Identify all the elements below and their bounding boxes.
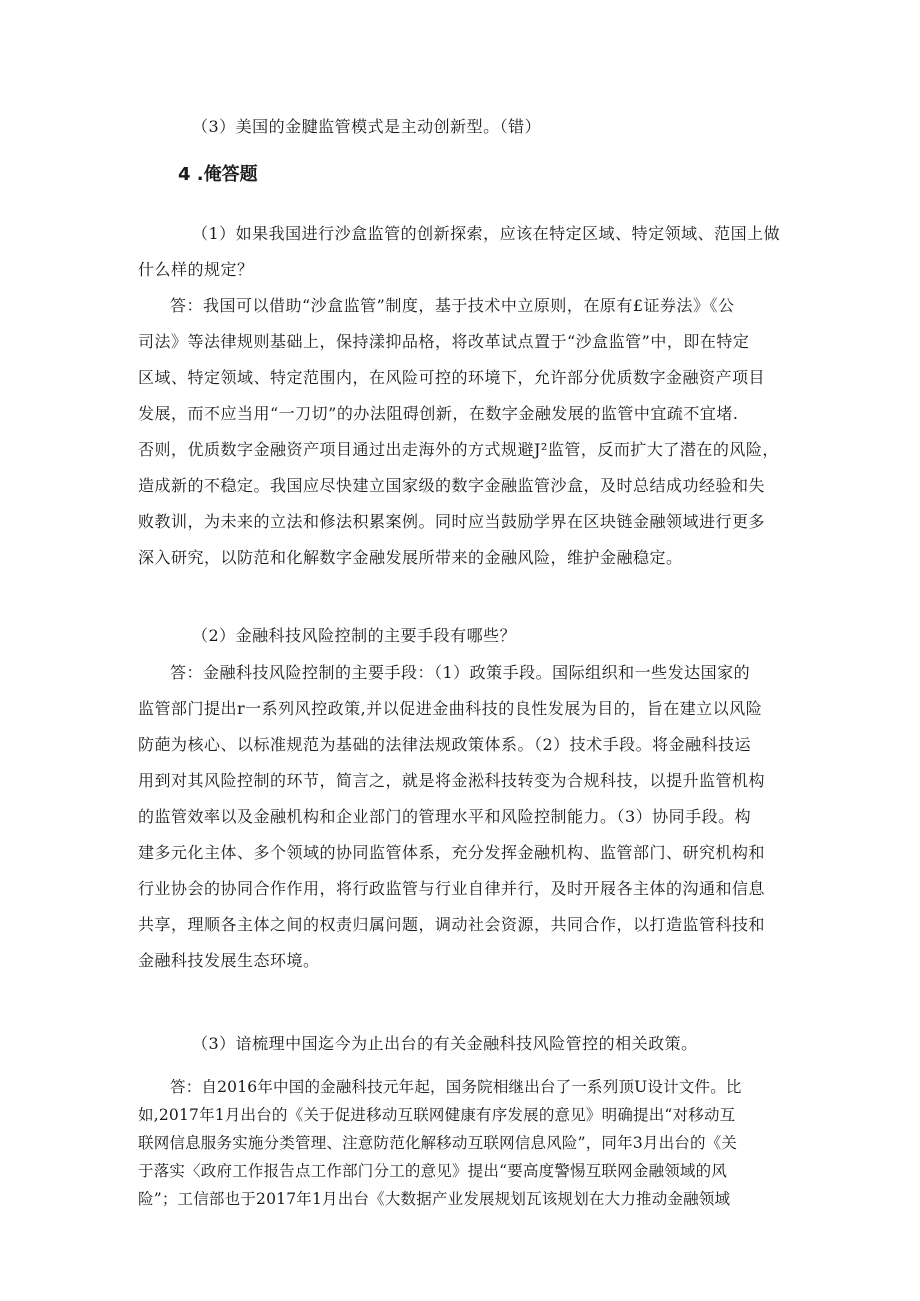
q1-answer-line: 否则，优质数字金融资产项目通过出走海外的方式规避J²监管，反而扩大了潜在的风险， xyxy=(138,440,779,459)
q2-question-line: （2）金融科技风险控制的主要手段有哪些？ xyxy=(192,626,517,645)
q2-answer-line: 共享，理顺各主体之间的权责归属问题，调动社会资源，共同合作，以打造监管科技和 xyxy=(138,915,766,934)
q3-answer-line: 险”；工信部也于2017年1月出台《大数据产业发展规划瓦该规划在大力推动金融领域 xyxy=(138,1190,731,1208)
section-heading: 4 .俺答题 xyxy=(178,164,258,185)
q2-answer-line: 行业协会的协同合作作用，将行政监管与行业自律并行，及时开屐各主体的沟通和信息 xyxy=(138,879,766,898)
q1-answer-line: 答：我国可以借助“沙盒监管”制度，基于技术中立原则，在原有£证券法》《公 xyxy=(170,296,735,315)
q2-answer-line: 答：金融科技风险控制的主要手段：（1）政策手段。国际组织和一些发达国家的 xyxy=(170,663,751,682)
q3-question-line: （3）谙梳理中国迄今为止出台的有关金融科技风险管控的相关政策。 xyxy=(192,1034,698,1053)
q1-answer-line: 区域、特定领域、特定范围内，在风险可控的环境下，允许部分优质数字金融资产项目 xyxy=(138,368,766,387)
q2-answer-line: 的监管效率以及金融机构和企业部门的管理水平和风险控制能力。（3）协同手段。构 xyxy=(138,807,752,826)
q3-answer-line: 联网信息服务实施分类管理、注意防范化解移动互联网信息风险”，同年3月出台的《关 xyxy=(138,1134,738,1152)
q1-answer-line: 发展，而不应当用“一刀切”的办法阻碍创新，在数字金融发展的监管中宜疏不宜堵. xyxy=(138,404,739,423)
q1-answer-line: 败教训，为未来的立法和修法积累案例。同时应当鼓励学界在区块链金融领域进行更多 xyxy=(138,512,766,531)
q1-answer-line: 造成新的不稳定。我国应尽快建立国家级的数字金融监管沙盒，及时总结成功经验和失 xyxy=(138,476,766,495)
q1-answer-line: 司法》等法律规则基础上，保持漾抑品格，将改革试点置于“沙盒监管”中，即在特定 xyxy=(138,332,750,351)
q2-answer-line: 金融科技发展生态环境。 xyxy=(138,951,320,970)
q3-answer-line: 于落实〈政府工作报告点工作部门分工的意见》提出“要高度警惕互联网金融领域的风 xyxy=(138,1162,728,1180)
q1-question-line: 什么样的规定？ xyxy=(138,260,254,279)
q3-answer-line: 答：自2016年中国的金融科技元年起，国务院相继出台了一系列顶U设计文件。比 xyxy=(170,1078,742,1096)
q2-answer-line: 用到对其风险控制的环节，简言之，就是将金淞科技转变为合规科技，以提升监管机构 xyxy=(138,771,766,790)
q1-answer-line: 深入研究，以防范和化解数字金融发展所带来的金融风险，维护金融稳定。 xyxy=(138,548,683,567)
q2-answer-line: 建多元化主体、多个领域的协同监管体系，充分发挥金融机构、监管部门、研究机构和 xyxy=(138,843,766,862)
q3-answer-line: 如,2017年1月出台的《关于促进移动互联网健康有序发展的意见》明确提出“对移动互 xyxy=(138,1106,736,1124)
q2-answer-line: 防葩为核心、以标准规范为基础的法律法规政策体系。（2）技术手段。将金融科技运 xyxy=(138,735,752,754)
q2-answer-line: 监管部门提出r一系列风控政策,并以促进金曲科技的良性发展为目的，旨在建立以风险 xyxy=(138,699,763,718)
q1-question-line: （1）如果我国进行沙盒监管的创新探索，应该在特定区域、特定领域、范国上做 xyxy=(192,224,781,243)
statement-item-3: （3）美国的金腱监管模式是主动创新型。（错） xyxy=(192,117,542,136)
